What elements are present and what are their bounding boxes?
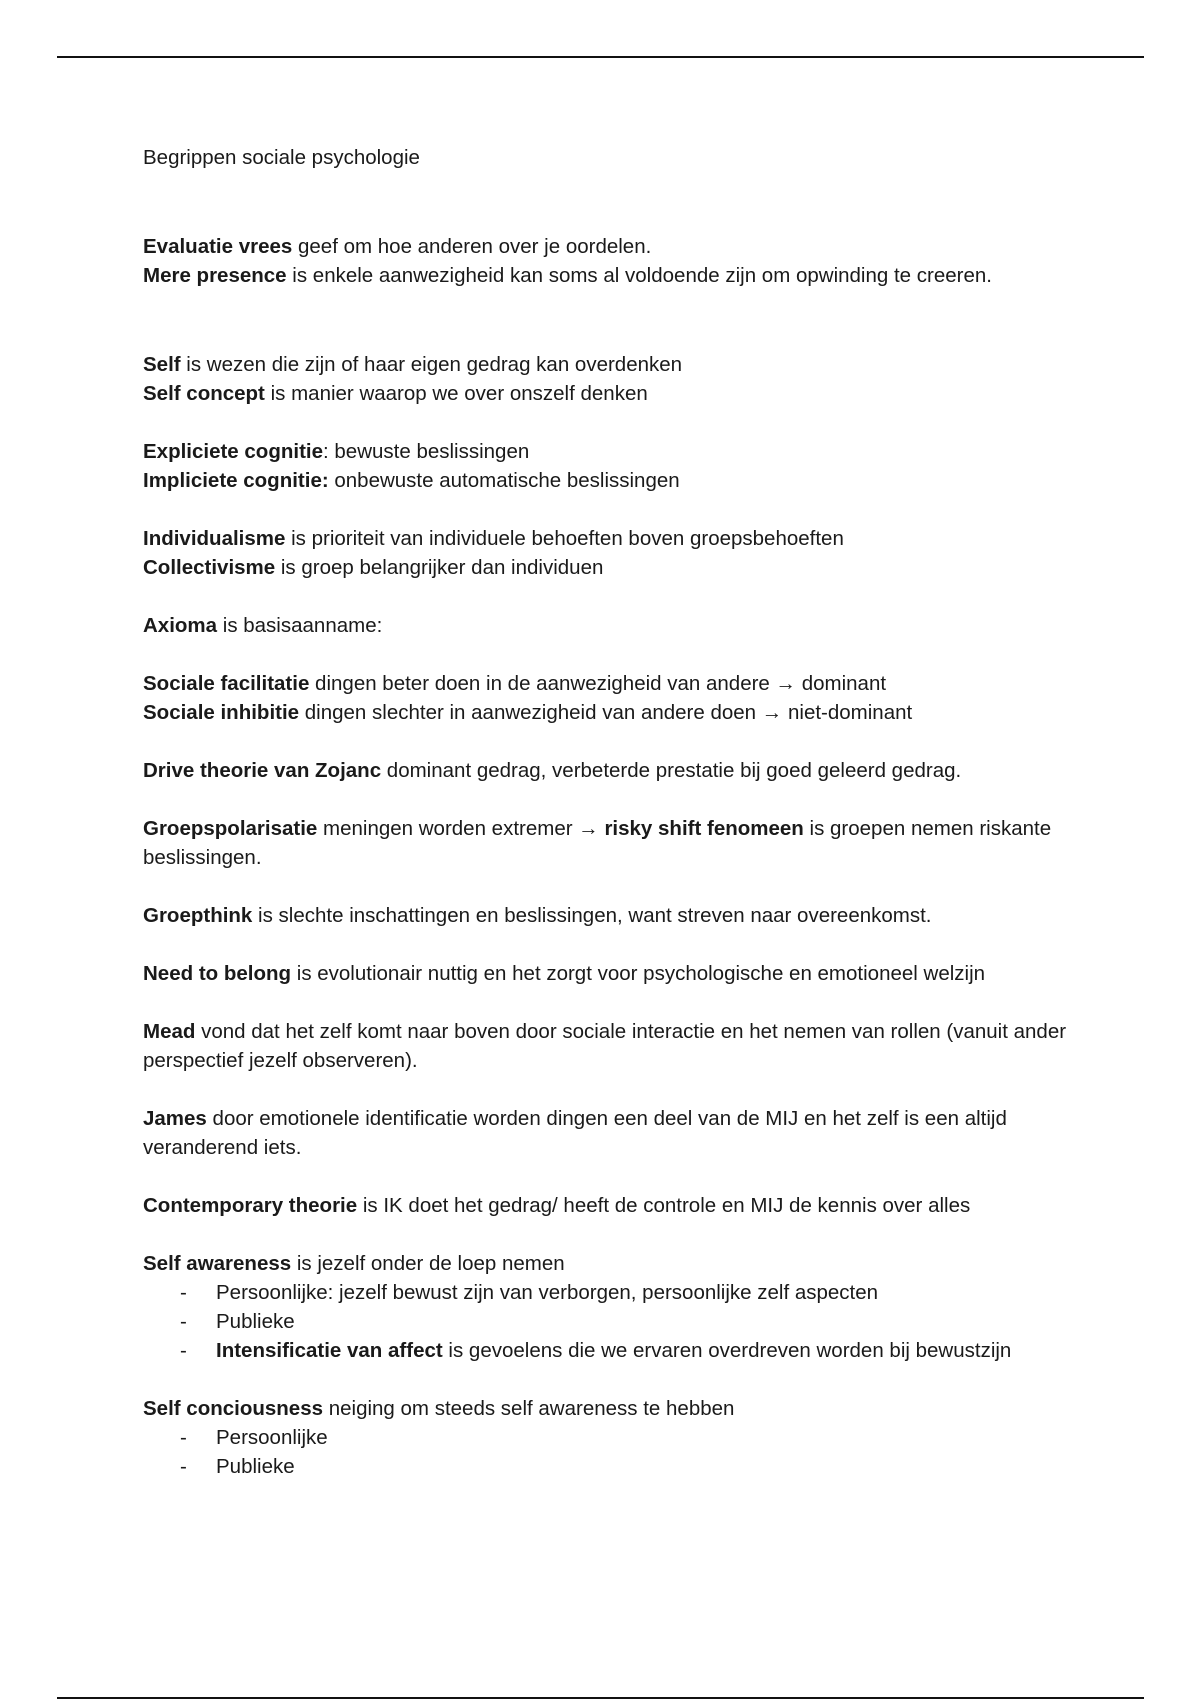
header-rule — [57, 56, 1144, 58]
list-item: - Persoonlijke: jezelf bewust zijn van verborgen, persoonlijke zelf aspecten — [180, 1281, 879, 1304]
document-title: Begrippen sociale psychologie — [143, 146, 420, 169]
document-body — [143, 143, 1073, 1481]
entry-mead: Mead vond dat het zelf komt naar boven door sociale interactie en het nemen van rollen (vanuit ander perspectief jezelf observeren). — [143, 1020, 1067, 1072]
entry-self-awareness: Self awareness is jezelf onder de loep nemen — [143, 1252, 565, 1275]
entry-groepspolarisatie: Groepspolarisatie meningen worden extremer → risky shift fenomeen is groepen nemen riskante beslissingen. — [143, 817, 1052, 869]
entry-expliciete-cognitie: Expliciete cognitie: bewuste beslissingen — [143, 440, 530, 463]
self-conciousness-list — [143, 1423, 1073, 1481]
entry-mere-presence: Mere presence is enkele aanwezigheid kan soms al voldoende zijn om opwinding te creeren. — [143, 264, 992, 287]
entry-drive-theorie: Drive theorie van Zojanc dominant gedrag, verbeterde prestatie bij goed geleerd gedrag. — [143, 759, 962, 782]
entry-impliciete-cognitie: Impliciete cognitie: onbewuste automatische beslissingen — [143, 469, 680, 492]
list-item: - Publieke — [180, 1455, 295, 1478]
entry-contemporary-theorie: Contemporary theorie is IK doet het gedrag/ heeft de controle en MIJ de kennis over alles — [143, 1194, 971, 1217]
entry-need-to-belong: Need to belong is evolutionair nuttig en het zorgt voor psychologische en emotioneel welzijn — [143, 962, 986, 985]
entry-individualisme: Individualisme is prioriteit van individuele behoeften boven groepsbehoeften — [143, 527, 844, 550]
arrow-right-icon: → — [775, 672, 797, 695]
entry-axioma: Axioma is basisaanname: — [143, 614, 383, 637]
arrow-right-icon: → — [578, 817, 599, 840]
entry-james: James door emotionele identificatie worden dingen een deel van de MIJ en het zelf is een altijd veranderend iets. — [143, 1107, 1007, 1159]
list-item: - Intensificatie van affect is gevoelens die we ervaren overdreven worden bij bewustzijn — [180, 1339, 1012, 1362]
footer-rule — [57, 1697, 1144, 1699]
entry-sociale-facilitatie: Sociale facilitatie dingen beter doen in de aanwezigheid van andere → dominant — [143, 672, 887, 695]
entry-self-conciousness: Self conciousness neiging om steeds self awareness te hebben — [143, 1397, 735, 1420]
self-awareness-list — [143, 1278, 1073, 1365]
entry-sociale-inhibitie: Sociale inhibitie dingen slechter in aanwezigheid van andere doen → niet-dominant — [143, 701, 913, 724]
list-item: - Publieke — [180, 1310, 295, 1333]
entry-self: Self is wezen die zijn of haar eigen gedrag kan overdenken — [143, 353, 683, 376]
list-item: - Persoonlijke — [180, 1426, 328, 1449]
entry-evaluatie-vrees: Evaluatie vrees geef om hoe anderen over je oordelen. — [143, 235, 652, 258]
arrow-right-icon: → — [761, 701, 783, 724]
entry-self-concept: Self concept is manier waarop we over onszelf denken — [143, 382, 648, 405]
entry-groepthink: Groepthink is slechte inschattingen en beslissingen, want streven naar overeenkomst. — [143, 904, 932, 927]
entry-collectivisme: Collectivisme is groep belangrijker dan individuen — [143, 556, 604, 579]
